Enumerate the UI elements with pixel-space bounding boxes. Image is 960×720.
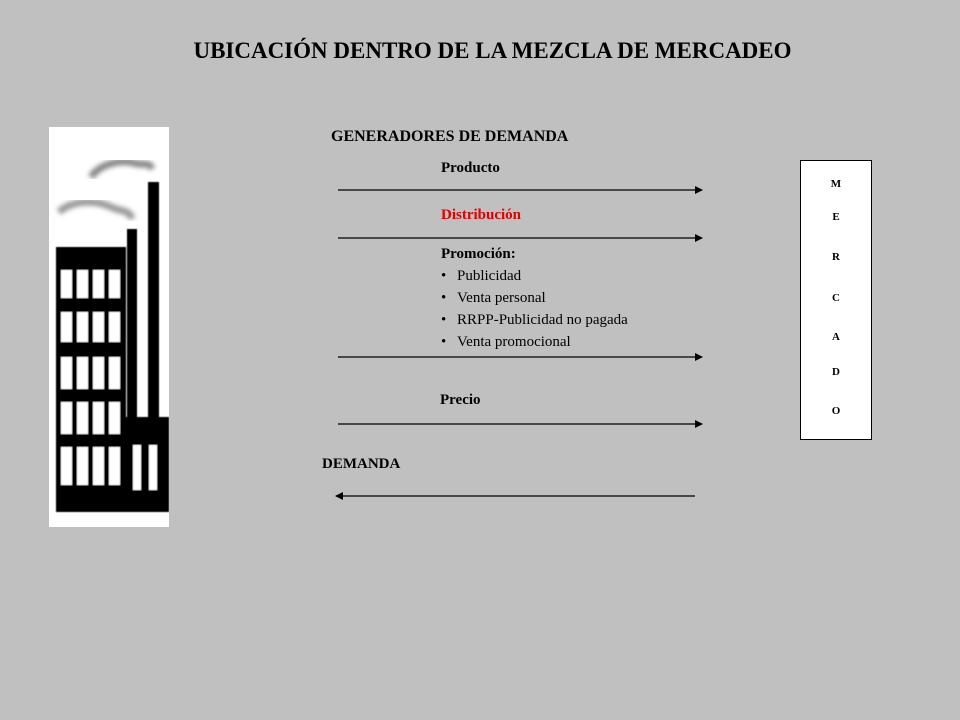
- mercado-letter: A: [832, 331, 840, 343]
- bullet-item: • Venta personal: [441, 287, 628, 309]
- item-producto: Producto: [441, 160, 500, 176]
- mercado-letter: C: [832, 292, 840, 304]
- mercado-letter: D: [832, 366, 840, 378]
- bullet-item: • RRPP-Publicidad no pagada: [441, 309, 628, 331]
- bullet-item: • Venta promocional: [441, 331, 628, 353]
- generators-heading: GENERADORES DE DEMANDA: [331, 128, 569, 145]
- item-precio: Precio: [440, 392, 481, 408]
- item-promocion: Promoción:: [441, 246, 516, 262]
- mercado-letter: O: [831, 405, 841, 417]
- item-distribucion: Distribución: [441, 207, 522, 223]
- bullet-item: • Publicidad: [441, 265, 628, 287]
- mercado-box: [800, 160, 872, 440]
- slide-title: UBICACIÓN DENTRO DE LA MEZCLA DE MERCADEO: [193, 38, 792, 63]
- mercado-letter: E: [832, 211, 840, 223]
- demanda-label: DEMANDA: [322, 456, 401, 472]
- mercado-letter: R: [832, 251, 840, 263]
- mercado-letter: M: [830, 178, 842, 190]
